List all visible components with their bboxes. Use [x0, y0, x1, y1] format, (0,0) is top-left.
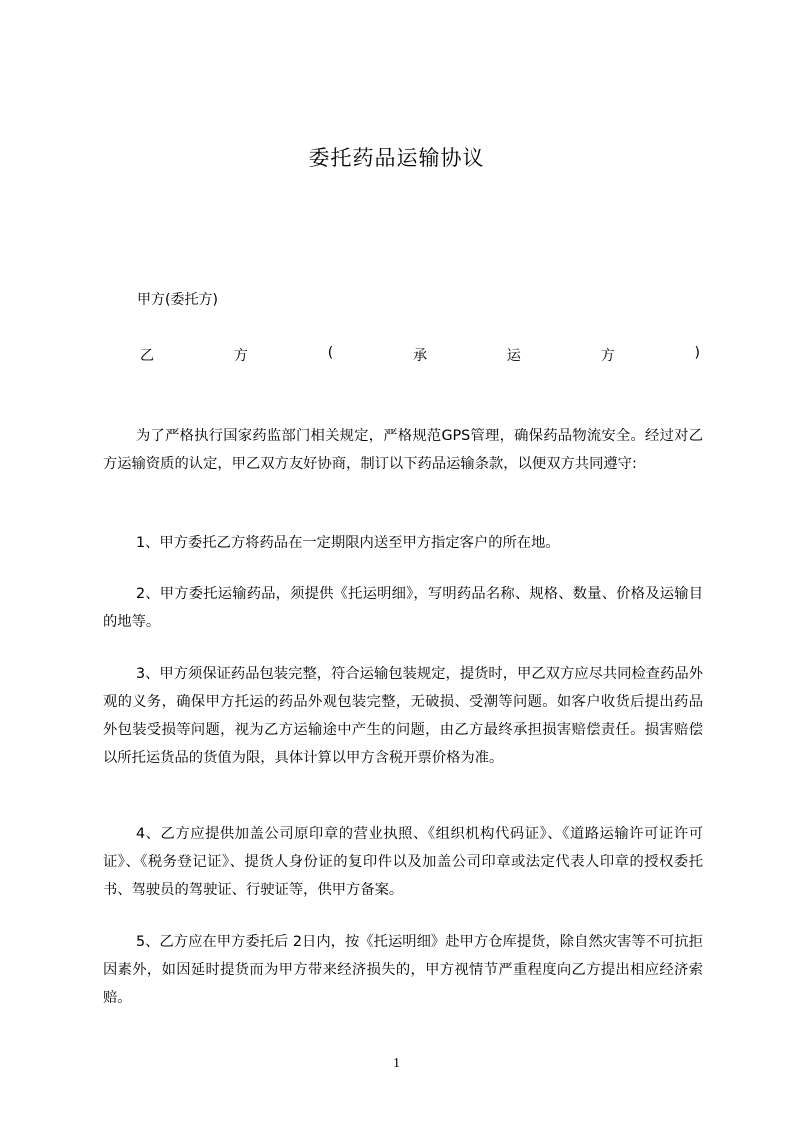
clause-4: 4、乙方应提供加盖公司原印章的营业执照、《组织机构代码证》、《道路运输许可证许可证》、《税务登记证》、提货人身份证的复印件以及加盖公司印章或法定代表人印章的授权委托书、驾驶员的驾驶证、行驶证等，供甲方备案。 — [103, 826, 703, 898]
party-b-char: 承 — [413, 348, 427, 364]
clause-2: 2、甲方委托运输药品，须提供《托运明细》，写明药品名称、规格、数量、价格及运输目的地等。 — [103, 586, 703, 630]
clause-5: 5、乙方应在甲方委托后 2日内，按《托运明细》赴甲方仓库提货，除自然灾害等不可抗拒因素外，如因延时提货而为甲方带来经济损失的，甲方视情节严重程度向乙方提出相应经济索赔。 — [103, 934, 703, 1006]
party-b-char: 运 — [506, 348, 521, 364]
party-a-label: 甲方(委托方) — [137, 292, 218, 308]
party-b-label — [140, 345, 700, 365]
party-b-char: ( — [327, 345, 334, 361]
clause-3: 3、甲方须保证药品包装完整，符合运输包装规定，提货时，甲乙双方应尽共同检查药品外观的义务，确保甲方托运的药品外观包装完整，无破损、受潮等问题。如客户收货后提出药品外包装受损等问题，视为乙方运输途中产生的问题，由乙方最终承担损害赔偿责任。损害赔偿以所托运货品的货值为限，具体计算以甲方含税开票价格为准。 — [103, 666, 703, 766]
preamble-paragraph: 为了严格执行国家药监部门相关规定，严格规范GPS管理，确保药品物流安全。经过对乙方运输资质的认定，甲乙双方友好协商，制订以下药品运输条款，以便双方共同遵守: — [103, 428, 703, 472]
clause-1: 1、甲方委托乙方将药品在一定期限内送至甲方指定客户的所在地。 — [136, 535, 560, 551]
document-title: 委托药品运输协议 — [308, 146, 485, 170]
party-b-char: 方 — [600, 348, 615, 364]
party-b-char: 方 — [233, 348, 248, 364]
party-b-char: 乙 — [140, 348, 154, 364]
page-number: 1 — [393, 1056, 400, 1071]
party-b-char: ) — [694, 345, 700, 361]
